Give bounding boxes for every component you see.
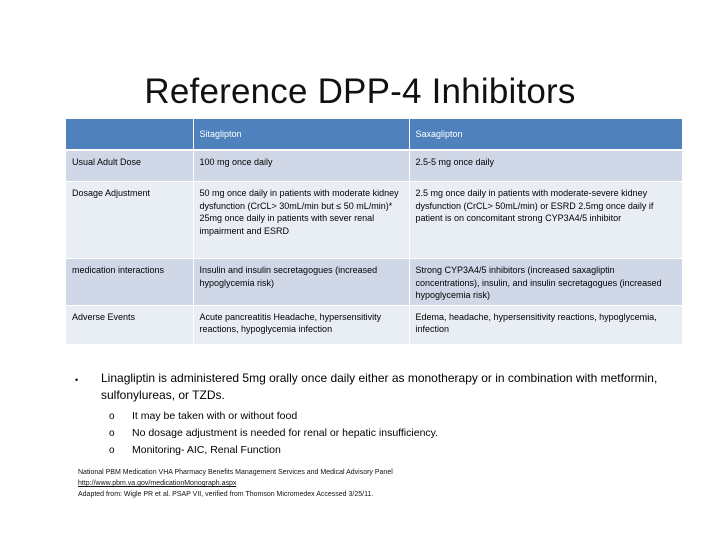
saxagliptin-cell: 2.5 mg once daily in patients with moderate-severe kidney dysfunction (CrCL> 50mL/min) or ESRD 2.5mg once daily if patient is on concomitant strong CYP3A4/5 inhibitor	[409, 182, 682, 259]
header-sitagliptin: Sitaglipton	[193, 119, 409, 150]
sitagliptin-cell: Acute pancreatitis Headache, hypersensitivity reactions, hypoglycemia infection	[193, 305, 409, 344]
sub-bullet-text: No dosage adjustment is needed for renal or hepatic insufficiency.	[132, 426, 439, 439]
sub-bullet-marker: o	[109, 444, 115, 456]
saxagliptin-cell: 2.5-5 mg once daily	[409, 150, 682, 182]
table-row	[66, 182, 682, 259]
sitagliptin-cell: 100 mg once daily	[193, 150, 409, 182]
header-saxagliptin: Saxaglipton	[409, 119, 682, 150]
slide-title: Reference DPP-4 Inhibitors	[144, 72, 576, 111]
header-empty-cell	[66, 119, 193, 150]
sub-bullet-text: Monitoring- AIC, Renal Function	[132, 443, 281, 456]
list-item	[75, 408, 675, 425]
row-label: Adverse Events	[66, 305, 193, 344]
saxagliptin-cell: Edema, headache, hypersensitivity reactions, hypoglycemia, infection	[409, 305, 682, 344]
sitagliptin-cell: 50 mg once daily in patients with moderate kidney dysfunction (CrCL> 30mL/min but ≤ 50 mL/min)* 25mg once daily in patients with sever renal impairment and ESRD	[193, 182, 409, 259]
list-item	[75, 442, 675, 459]
references	[78, 467, 678, 500]
sub-bullet-marker: o	[109, 410, 115, 422]
reference-link[interactable]: http://www.pbm.va.gov/medicationMonograph.aspx	[78, 480, 237, 487]
table-row	[66, 259, 682, 306]
row-label: medication interactions	[66, 259, 193, 306]
table-row	[66, 150, 682, 182]
sub-bullet-text: It may be taken with or without food	[132, 409, 298, 422]
table-row	[66, 305, 682, 344]
sub-bullet-list	[75, 408, 675, 459]
main-bullet	[75, 370, 675, 405]
reference-adapted: Adapted from: Wigle PR et al. PSAP VII, verified from Thomson Micromedex Accessed 3/25/11.	[78, 491, 374, 498]
main-bullet-text: Linagliptin is administered 5mg orally once daily either as monotherapy or in combination with metformin, sulfonylureas, or TZDs.	[101, 371, 658, 403]
bullet-section	[75, 370, 675, 459]
sitagliptin-cell: Insulin and insulin secretagogues (increased hypoglycemia risk)	[193, 259, 409, 306]
table-header-row	[66, 119, 682, 150]
reference-source: National PBM Medication VHA Pharmacy Benefits Management Services and Medical Advisory Panel	[78, 469, 393, 476]
row-label: Dosage Adjustment	[66, 182, 193, 259]
bullet-marker: •	[75, 375, 79, 385]
sub-bullet-marker: o	[109, 427, 115, 439]
row-label: Usual Adult Dose	[66, 150, 193, 182]
list-item	[75, 425, 675, 442]
saxagliptin-cell: Strong CYP3A4/5 inhibitors (increased saxagliptin concentrations), insulin, and insulin secretagogues (increased hypoglycemia risk)	[409, 259, 682, 306]
dpp4-reference-table	[66, 119, 682, 345]
